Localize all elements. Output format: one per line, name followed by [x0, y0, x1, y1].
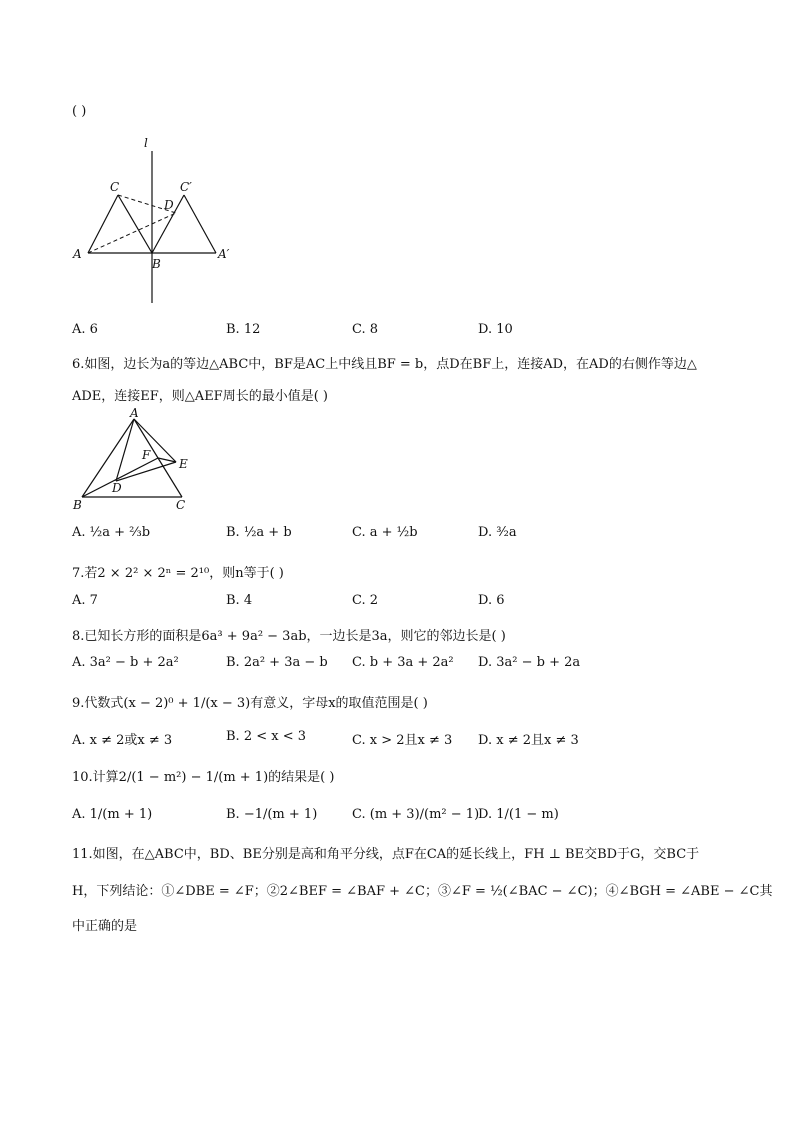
q6-option-d: D. ³⁄₂a: [478, 525, 517, 540]
label-A: A: [130, 406, 139, 420]
q5-option-d: D. 10: [478, 322, 513, 337]
q10-option-c: C. (m + 3)/(m² − 1): [352, 807, 480, 822]
label-B: B: [152, 257, 161, 271]
q9-option-b: B. 2 < x < 3: [226, 729, 307, 744]
label-C: C: [176, 498, 186, 512]
segment-AE: [134, 419, 176, 462]
q5-bracket: ( ): [72, 104, 87, 119]
label-C: C: [110, 180, 120, 194]
q7-stem: 7.若2 × 2² × 2ⁿ = 2¹⁰，则n等于( ): [72, 566, 284, 581]
q6-stem-line1: 6.如图，边长为a的等边△ABC中，BF是AC上中线且BF = b，点D在BF上，连接AD，在AD的右侧作等边△: [72, 357, 697, 372]
segment-C2A2: [184, 195, 216, 253]
segment-AB: [82, 419, 134, 497]
q5-option-b: B. 12: [226, 322, 261, 337]
label-F: F: [142, 448, 151, 462]
q9-option-d: D. x ≠ 2且x ≠ 3: [478, 733, 579, 748]
q9-option-a: A. x ≠ 2或x ≠ 3: [72, 733, 173, 748]
q6-stem-line2: ADE，连接EF，则△AEF周长的最小值是( ): [72, 389, 328, 404]
q7-option-a: A. 7: [72, 593, 98, 608]
q6-option-c: C. a + ½b: [352, 525, 418, 540]
q9-stem: 9.代数式(x − 2)⁰ + 1/(x − 3)有意义，字母x的取值范围是( ): [72, 696, 428, 711]
q6-option-a: A. ½a + ⅔b: [72, 525, 151, 540]
q7-option-d: D. 6: [478, 593, 505, 608]
q10-option-a: A. 1/(m + 1): [72, 807, 153, 822]
segment-AC: [88, 195, 118, 253]
label-C-prime: C′: [180, 180, 192, 194]
q7-option-b: B. 4: [226, 593, 253, 608]
q11-stem-line1: 11.如图，在△ABC中，BD、BE分别是高和角平分线，点F在CA的延长线上，FH ⊥ BE交BD于G，交BC于: [72, 847, 700, 862]
q9-option-c: C. x > 2且x ≠ 3: [352, 733, 453, 748]
q10-option-b: B. −1/(m + 1): [226, 807, 318, 822]
q5-option-a: A. 6: [72, 322, 98, 337]
q5-figure: [70, 135, 240, 307]
q11-stem-line3: 中正确的是: [72, 919, 138, 934]
q8-option-b: B. 2a² + 3a − b: [226, 655, 328, 670]
q8-option-c: C. b + 3a + 2a²: [352, 655, 454, 670]
q5-option-c: C. 8: [352, 322, 379, 337]
label-A-prime: A′: [218, 247, 230, 261]
label-l: l: [144, 136, 148, 150]
label-E: E: [179, 457, 188, 471]
q8-stem: 8.已知长方形的面积是6a³ + 9a² − 3ab，一边长是3a，则它的邻边长是( ): [72, 629, 506, 644]
label-A: A: [73, 247, 82, 261]
label-B: B: [73, 498, 82, 512]
q6-figure: [70, 405, 200, 515]
label-D: D: [164, 198, 174, 212]
q8-option-d: D. 3a² − b + 2a: [478, 655, 581, 670]
q10-option-d: D. 1/(1 − m): [478, 807, 559, 822]
q6-option-b: B. ½a + b: [226, 525, 292, 540]
q7-option-c: C. 2: [352, 593, 379, 608]
q8-option-a: A. 3a² − b + 2a²: [72, 655, 179, 670]
q11-stem-line2: H，下列结论：①∠DBE = ∠F；②2∠BEF = ∠BAF + ∠C；③∠F = ½(∠BAC − ∠C)；④∠BGH = ∠ABE − ∠C其: [72, 884, 773, 899]
label-D: D: [112, 481, 122, 495]
q10-stem: 10.计算2/(1 − m²) − 1/(m + 1)的结果是( ): [72, 770, 335, 785]
